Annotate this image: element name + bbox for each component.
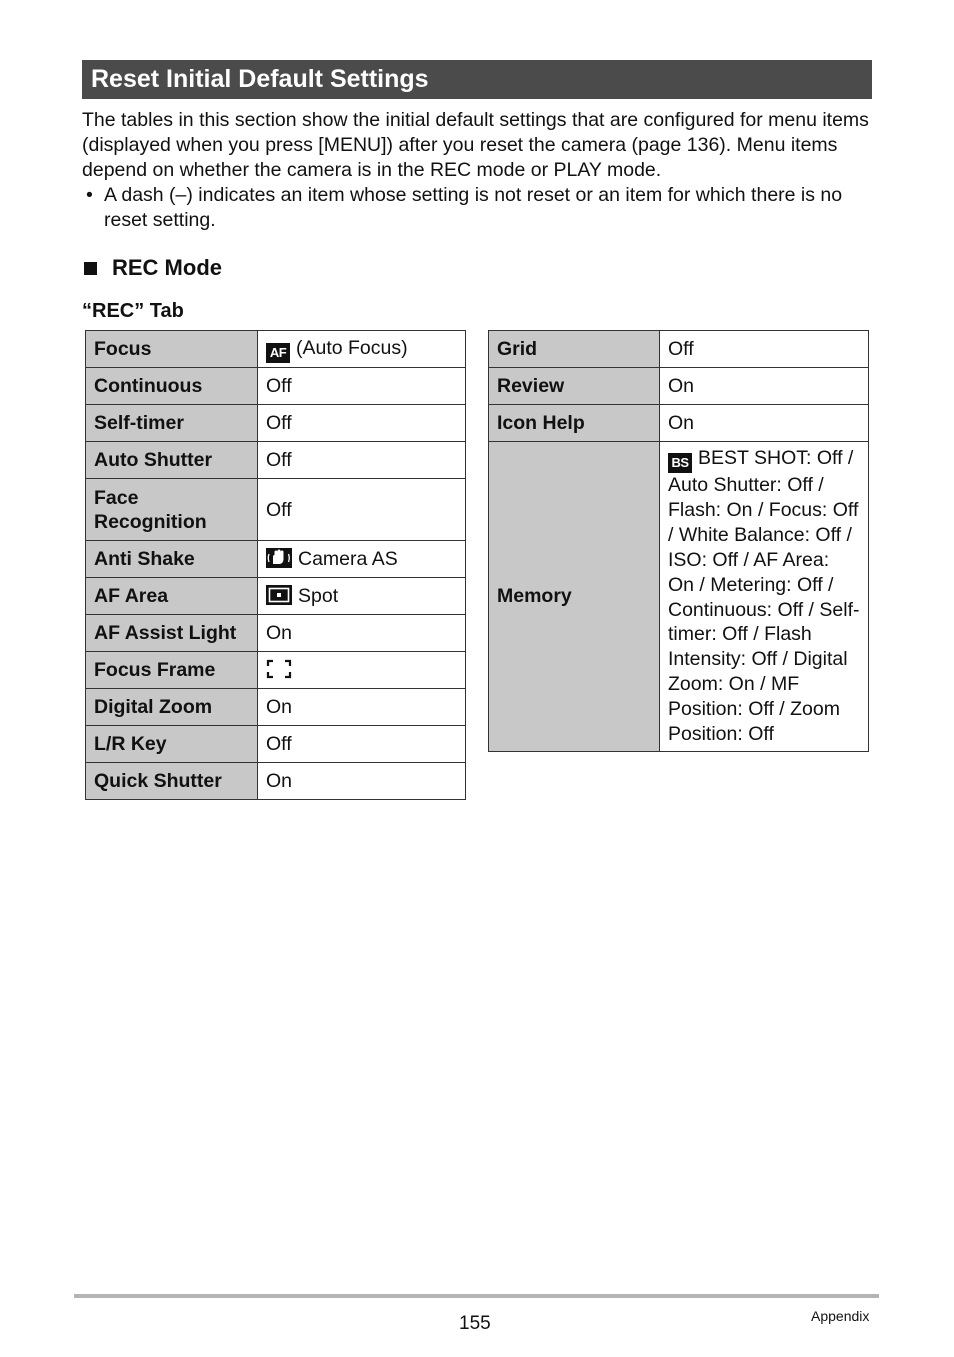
table-row <box>489 368 869 405</box>
setting-value: On <box>258 615 466 652</box>
setting-value-text: Spot <box>298 585 339 607</box>
setting-value: Off <box>660 331 869 368</box>
table-row <box>86 578 466 615</box>
table-row <box>86 689 466 726</box>
setting-label: Focus Frame <box>86 652 258 689</box>
table-row <box>86 541 466 578</box>
setting-label: L/R Key <box>86 726 258 763</box>
setting-value-text: BEST SHOT: Off / Auto Shutter: Off / Flash: On / Focus: Off / White Balance: Off / ISO: Off / AF Area: On / Metering: Off / Continuous: Off / Self-timer: Off / Flash Intensity: Off / Digital Zoom: On / MF Position: Off / Zoom Position: Off <box>668 447 860 746</box>
setting-value <box>258 331 466 368</box>
rec-tab-settings-table-2 <box>488 330 869 752</box>
table-row <box>86 331 466 368</box>
setting-value: Off <box>258 479 466 541</box>
page-number: 155 <box>459 1313 491 1334</box>
table-row <box>489 442 869 752</box>
setting-label: Auto Shutter <box>86 442 258 479</box>
setting-value: On <box>258 689 466 726</box>
setting-label: Continuous <box>86 368 258 405</box>
table-row <box>86 479 466 541</box>
tab-heading: “REC” Tab <box>82 300 184 322</box>
setting-label: Memory <box>489 442 660 752</box>
setting-label: Digital Zoom <box>86 689 258 726</box>
section-heading-label: REC Mode <box>112 255 222 280</box>
square-bullet-icon <box>84 262 97 275</box>
footer-divider <box>74 1294 879 1298</box>
setting-label: Grid <box>489 331 660 368</box>
setting-label: Quick Shutter <box>86 763 258 800</box>
setting-value <box>660 442 869 752</box>
intro-text <box>82 108 882 233</box>
setting-value: On <box>660 405 869 442</box>
setting-label: AF Area <box>86 578 258 615</box>
footer-section-label: Appendix <box>811 1308 870 1324</box>
setting-value: Off <box>258 442 466 479</box>
bullet-symbol: • <box>86 184 93 206</box>
bs-icon: BS <box>668 453 692 473</box>
setting-label: Self-timer <box>86 405 258 442</box>
setting-value <box>258 541 466 578</box>
bullet-item <box>82 183 882 233</box>
table-row <box>86 763 466 800</box>
setting-value: Off <box>258 726 466 763</box>
section-heading <box>84 255 222 281</box>
setting-value: Off <box>258 368 466 405</box>
setting-label: Face Recognition <box>86 479 258 541</box>
setting-value <box>258 652 466 689</box>
spot-icon <box>266 585 292 605</box>
bullet-text: A dash (–) indicates an item whose setting is not reset or an item for which there is no reset setting. <box>104 184 843 231</box>
setting-value-text: Camera AS <box>298 548 398 570</box>
page-title: Reset Initial Default Settings <box>82 60 872 99</box>
table-row <box>489 405 869 442</box>
setting-value: Off <box>258 405 466 442</box>
camera-as-icon <box>266 548 292 568</box>
table-row <box>86 652 466 689</box>
setting-label: Icon Help <box>489 405 660 442</box>
table-row <box>489 331 869 368</box>
setting-value <box>258 578 466 615</box>
focus-frame-bracket-icon <box>266 659 292 679</box>
table-row <box>86 726 466 763</box>
setting-value-text: (Auto Focus) <box>296 336 408 359</box>
setting-label: AF Assist Light <box>86 615 258 652</box>
setting-value: On <box>660 368 869 405</box>
table-row <box>86 442 466 479</box>
rec-tab-settings-table <box>85 330 466 800</box>
setting-value: On <box>258 763 466 800</box>
table-row <box>86 615 466 652</box>
intro-paragraph: The tables in this section show the initial default settings that are configured for menu items (displayed when you press [MENU]) after you reset the camera (page 136). Menu items depend on whether the camera is in the REC mode or PLAY mode. <box>82 109 869 181</box>
setting-label: Focus <box>86 331 258 368</box>
table-row <box>86 405 466 442</box>
setting-label: Review <box>489 368 660 405</box>
af-icon: AF <box>266 343 290 363</box>
table-row <box>86 368 466 405</box>
setting-label: Anti Shake <box>86 541 258 578</box>
